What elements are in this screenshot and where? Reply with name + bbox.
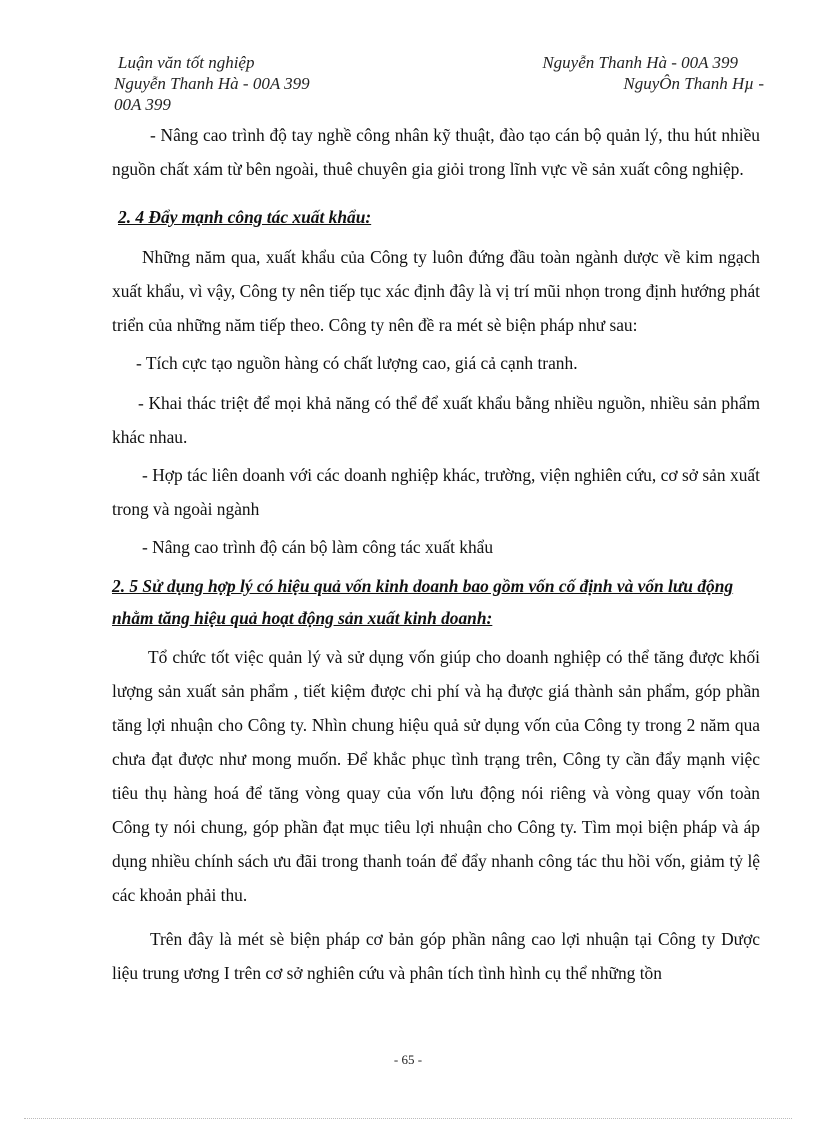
page-header bbox=[114, 52, 764, 115]
section-heading-2-5: 2. 5 Sử dụng hợp lý có hiệu quả vốn kinh doanh bao gồm vốn cố định và vốn lưu động nhằm tăng hiệu quả hoạt động sản xuất kinh doanh: bbox=[112, 576, 734, 628]
bullet-item-3: - Hợp tác liên doanh với các doanh nghiệp khác, trường, viện nghiên cứu, cơ sở sản xuất trong và ngoài ngành bbox=[112, 465, 760, 519]
header-author-garbled: NguyÔn Thanh Hµ - bbox=[623, 74, 764, 93]
section-heading-2-4: 2. 4 Đẩy mạnh công tác xuất khẩu: bbox=[118, 207, 372, 227]
paragraph-intro: - Nâng cao trình độ tay nghề công nhân kỹ thuật, đào tạo cán bộ quản lý, thu hút nhiều nguồn chất xám từ bên ngoài, thuê chuyên gia giỏi trong lĩnh vực về sản xuất công nghiệp. bbox=[112, 125, 760, 179]
bullet-item-4: - Nâng cao trình độ cán bộ làm công tác xuất khẩu bbox=[142, 537, 494, 557]
header-thesis-title: Luận văn tốt nghiệp bbox=[118, 53, 255, 72]
page-bottom-divider bbox=[24, 1118, 792, 1119]
paragraph-summary: Trên đây là mét sè biện pháp cơ bản góp phần nâng cao lợi nhuận tại Công ty Dược liệu trung ương I trên cơ sở nghiên cứu và phân tích tình hình cụ thể những tồn bbox=[112, 929, 760, 983]
page-number: - 65 - bbox=[393, 1052, 423, 1067]
header-student-id: 00A 399 bbox=[114, 95, 171, 114]
paragraph-export: Những năm qua, xuất khẩu của Công ty luôn đứng đầu toàn ngành dược về kim ngạch xuất khẩu, vì vậy, Công ty nên tiếp tục xác định đây là vị trí mũi nhọn trong định hướng phát triển của những năm tiếp theo. Công ty nên đề ra mét sè biện pháp như sau: bbox=[112, 247, 760, 335]
header-author-right: Nguyễn Thanh Hà - 00A 399 bbox=[542, 53, 738, 72]
header-author-left: Nguyễn Thanh Hà - 00A 399 bbox=[114, 74, 310, 93]
paragraph-capital: Tổ chức tốt việc quản lý và sử dụng vốn giúp cho doanh nghiệp có thể tăng được khối lượng sản xuất sản phẩm , tiết kiệm được chi phí và hạ được giá thành sản phẩm, góp phần tăng lợi nhuận cho Công ty. Nhìn chung hiệu quả sử dụng vốn của Công ty trong 2 năm qua chưa đạt được như mong muốn. Để khắc phục tình trạng trên, Công ty cần đẩy mạnh việc tiêu thụ hàng hoá để tăng vòng quay của vốn lưu động nói riêng và vòng quay vốn toàn Công ty nói chung, góp phần đạt mục tiêu lợi nhuận cho Công ty. Tìm mọi biện pháp và áp dụng nhiều chính sách ưu đãi trong thanh toán để đẩy nhanh công tác thu hồi vốn, giảm tỷ lệ các khoản phải thu. bbox=[112, 647, 760, 905]
document-body bbox=[112, 118, 760, 990]
bullet-item-2: - Khai thác triệt để mọi khả năng có thể để xuất khẩu bằng nhiều nguồn, nhiều sản phẩm khác nhau. bbox=[112, 393, 760, 447]
bullet-item-1: - Tích cực tạo nguồn hàng có chất lượng cao, giá cả cạnh tranh. bbox=[136, 353, 578, 373]
